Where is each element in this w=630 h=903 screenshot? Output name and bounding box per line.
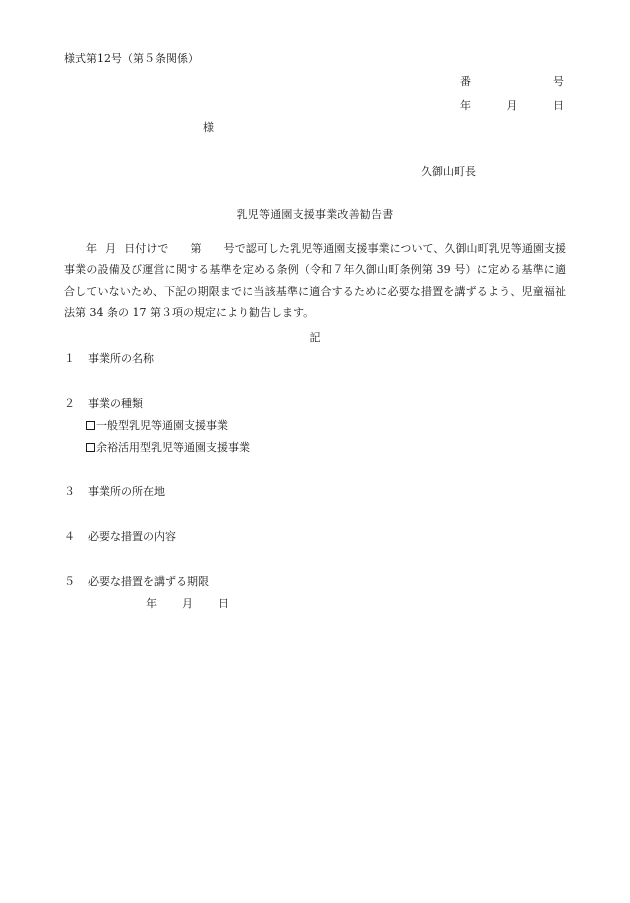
deadline-date-line xyxy=(146,598,229,609)
item-number: ４ xyxy=(64,530,75,543)
checkbox-icon[interactable] xyxy=(86,443,95,452)
item-number: ３ xyxy=(64,485,75,498)
item-number: １ xyxy=(64,352,75,365)
option-label: 一般型乳児等通園支援事業 xyxy=(96,419,228,432)
checkbox-icon[interactable] xyxy=(86,421,95,430)
item-label: 事業の種類 xyxy=(88,397,143,410)
deadline-month-label: 月 xyxy=(182,597,193,610)
addressee-honorific: 様 xyxy=(203,121,214,134)
issue-year-label: 年 xyxy=(460,99,471,112)
number-label: 番 xyxy=(460,75,471,88)
issue-day-label: 日 xyxy=(553,99,564,112)
item-number: ５ xyxy=(64,575,75,588)
deadline-year-label: 年 xyxy=(146,597,157,610)
ki-heading: 記 xyxy=(309,331,321,344)
deadline-day-label: 日 xyxy=(218,597,229,610)
option-label: 余裕活用型乳児等通園支援事業 xyxy=(96,441,250,454)
item-business-address xyxy=(64,486,165,497)
body-year: 年 xyxy=(86,242,98,255)
item-number: ２ xyxy=(64,397,75,410)
item-required-measures xyxy=(64,531,176,542)
number-suffix: 号 xyxy=(553,75,564,88)
document-title: 乳児等通園支援事業改善勧告書 xyxy=(236,208,394,221)
item-label: 必要な措置を講ずる期限 xyxy=(88,575,209,588)
body-month: 月 xyxy=(105,242,117,255)
body-paragraph xyxy=(64,238,566,323)
item-label: 事業所の所在地 xyxy=(88,485,165,498)
option-general-type[interactable] xyxy=(86,420,228,431)
body-main-text: 号で認可した乳児等通園支援事業について、久御山町乳児等通園支援事業の設備及び運営に関する基準を定める条例（令和７年久御山町条例第 39 号）に定める基準に適合していないため、下記の期限までに当該基準に適合するために必要な措置を講ずるよう、児童福祉法第 34 条の 17 第３項の規定により勧告します。 xyxy=(64,242,567,319)
body-date-suffix: 日付けで xyxy=(124,242,169,255)
form-number: 様式第12号（第５条関係） xyxy=(64,52,199,65)
option-surplus-type[interactable] xyxy=(86,442,250,453)
item-deadline xyxy=(64,576,209,587)
document-number-line xyxy=(460,76,564,87)
item-business-name xyxy=(64,353,154,364)
item-label: 必要な措置の内容 xyxy=(88,530,176,543)
body-dai: 第 xyxy=(190,242,202,255)
issue-date-line xyxy=(460,100,564,111)
item-business-type xyxy=(64,398,143,409)
item-label: 事業所の名称 xyxy=(88,352,154,365)
issuer-name: 久御山町長 xyxy=(421,165,476,178)
issue-month-label: 月 xyxy=(506,99,518,112)
